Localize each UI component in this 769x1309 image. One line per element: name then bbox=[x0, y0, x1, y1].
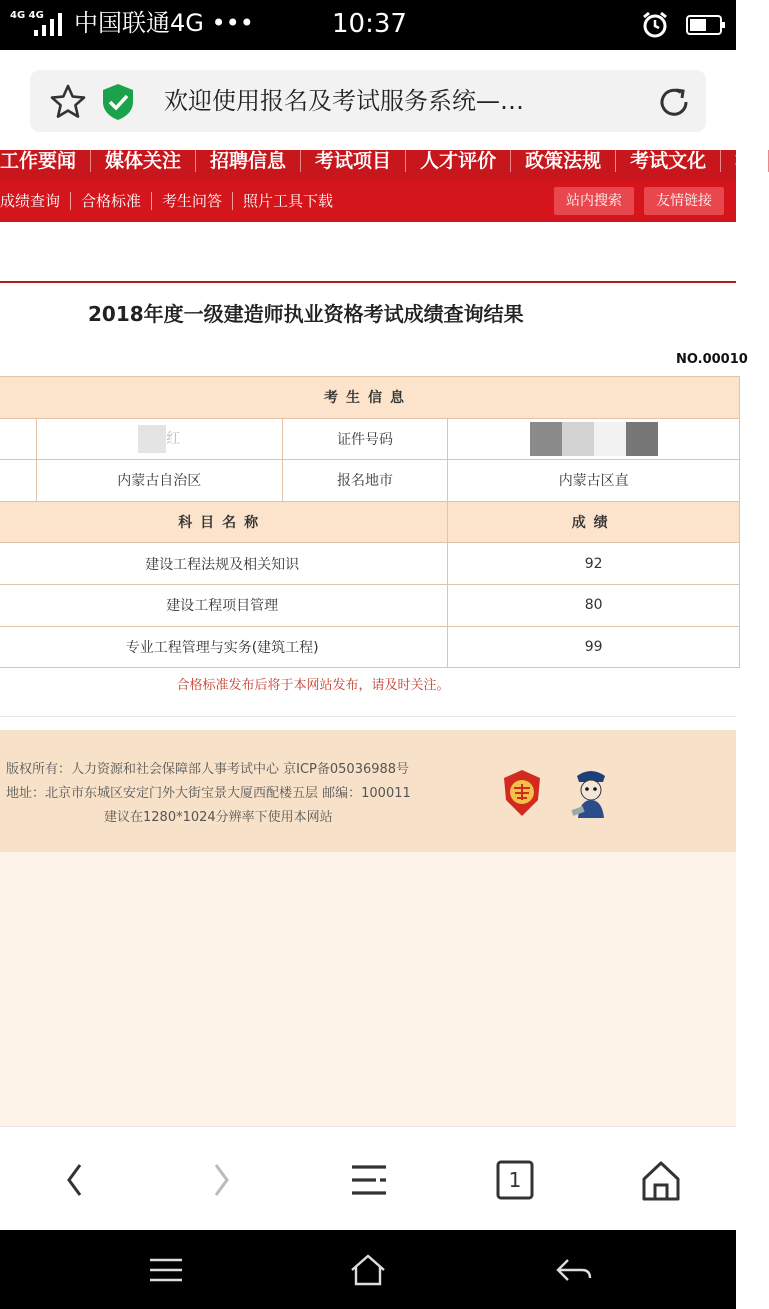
status-bar bbox=[0, 0, 736, 50]
network-type-label: 4G 4G bbox=[10, 10, 44, 21]
bookmark-star-icon[interactable] bbox=[48, 82, 88, 122]
back-icon[interactable] bbox=[52, 1157, 98, 1203]
system-nav-bar bbox=[0, 1230, 736, 1309]
nav-item-media[interactable]: 媒体关注 bbox=[91, 150, 196, 172]
examinee-info-header-row bbox=[0, 377, 740, 419]
subject-score: 80 bbox=[448, 584, 740, 626]
tabs-button[interactable] bbox=[492, 1157, 538, 1203]
content-divider bbox=[0, 716, 736, 717]
address-bar-area bbox=[0, 50, 736, 150]
id-label: 证件号码 bbox=[282, 418, 448, 460]
sub-nav-score-query[interactable]: 成绩查询 bbox=[0, 192, 71, 210]
sub-nav-photo-tool[interactable]: 照片工具下载 bbox=[243, 192, 334, 210]
friend-links-button[interactable]: 友情链接 bbox=[644, 187, 724, 215]
footer-copyright: 版权所有：人力资源和社会保障部人事考试中心 京ICP备05036988号 bbox=[6, 762, 410, 777]
city-value: 内蒙古区直 bbox=[448, 460, 740, 502]
redacted-block bbox=[562, 422, 594, 456]
reload-icon[interactable] bbox=[654, 82, 694, 122]
menu-icon[interactable] bbox=[346, 1157, 392, 1203]
nav-item-policy[interactable]: 政策法规 bbox=[511, 150, 616, 172]
redacted-block bbox=[138, 425, 166, 453]
subject-name: 建设工程法规及相关知识 bbox=[0, 543, 448, 585]
nav-item-culture[interactable]: 考试文化 bbox=[616, 150, 721, 172]
subject-score: 99 bbox=[448, 626, 740, 668]
name-label-cell bbox=[0, 418, 36, 460]
result-title: 2018年度一级建造师执业资格考试成绩查询结果 bbox=[88, 302, 524, 326]
table-row bbox=[0, 626, 740, 668]
browser-toolbar bbox=[0, 1126, 736, 1230]
system-back-icon[interactable] bbox=[554, 1252, 594, 1288]
nav-item-recruit[interactable]: 招聘信息 bbox=[196, 150, 301, 172]
sub-nav-qa[interactable]: 考生问答 bbox=[152, 192, 233, 210]
name-value-cell bbox=[36, 418, 282, 460]
sub-nav bbox=[0, 180, 736, 222]
sub-nav-standard[interactable]: 合格标准 bbox=[71, 192, 152, 210]
subject-header: 科目名称 bbox=[0, 501, 448, 543]
security-shield-icon bbox=[100, 82, 136, 122]
footer-address: 地址：北京市东城区安定门外大街宝景大厦西配楼五层 邮编：100011 bbox=[6, 786, 411, 801]
table-row bbox=[0, 460, 740, 502]
table-row bbox=[0, 418, 740, 460]
system-home-icon[interactable] bbox=[348, 1252, 388, 1288]
redacted-block bbox=[594, 422, 626, 456]
score-table bbox=[0, 376, 740, 668]
footer-resolution-note: 建议在1280*1024分辨率下使用本网站 bbox=[104, 810, 333, 825]
examinee-info-header: 考生信息 bbox=[0, 377, 740, 419]
clock: 10:37 bbox=[332, 9, 407, 39]
name-partial: 红 bbox=[166, 430, 181, 447]
battery-icon bbox=[686, 14, 726, 36]
nav-item-talent[interactable]: 人才评价 bbox=[406, 150, 511, 172]
nav-item-news[interactable]: 工作要闻 bbox=[0, 150, 91, 172]
subject-name: 专业工程管理与实务(建筑工程) bbox=[0, 626, 448, 668]
notice-text: 合格标准发布后将于本网站发布，请及时关注。 bbox=[176, 678, 450, 693]
alarm-icon bbox=[640, 10, 670, 40]
signal-icon bbox=[34, 12, 66, 36]
region-value: 内蒙古自治区 bbox=[36, 460, 282, 502]
subject-score: 92 bbox=[448, 543, 740, 585]
nav-item-exams[interactable]: 考试项目 bbox=[301, 150, 406, 172]
nav-item-more[interactable]: 机 bbox=[721, 150, 769, 172]
subject-header-row bbox=[0, 501, 740, 543]
page-background bbox=[0, 852, 736, 1126]
subject-name: 建设工程项目管理 bbox=[0, 584, 448, 626]
carrier-label: 中国联通4G ••• bbox=[74, 9, 254, 37]
tab-count: 1 bbox=[508, 1168, 522, 1192]
home-icon[interactable] bbox=[638, 1157, 684, 1203]
redacted-block bbox=[626, 422, 658, 456]
table-row bbox=[0, 584, 740, 626]
site-search-button[interactable]: 站内搜索 bbox=[554, 187, 634, 215]
forward-icon[interactable] bbox=[198, 1157, 244, 1203]
id-value-cell bbox=[448, 418, 740, 460]
address-bar[interactable] bbox=[30, 70, 706, 132]
redacted-block bbox=[530, 422, 562, 456]
cyber-police-icon[interactable] bbox=[568, 764, 614, 820]
government-emblem-icon[interactable] bbox=[500, 768, 544, 818]
score-header: 成绩 bbox=[448, 501, 740, 543]
main-nav bbox=[0, 150, 755, 180]
city-label: 报名地市 bbox=[282, 460, 448, 502]
system-menu-icon[interactable] bbox=[146, 1252, 186, 1288]
empty-cell bbox=[0, 460, 36, 502]
result-number: NO.00010 bbox=[676, 352, 748, 367]
page-title[interactable]: 欢迎使用报名及考试服务系统—… bbox=[164, 87, 524, 115]
table-row bbox=[0, 543, 740, 585]
site-footer bbox=[0, 730, 736, 852]
section-divider bbox=[0, 281, 736, 283]
